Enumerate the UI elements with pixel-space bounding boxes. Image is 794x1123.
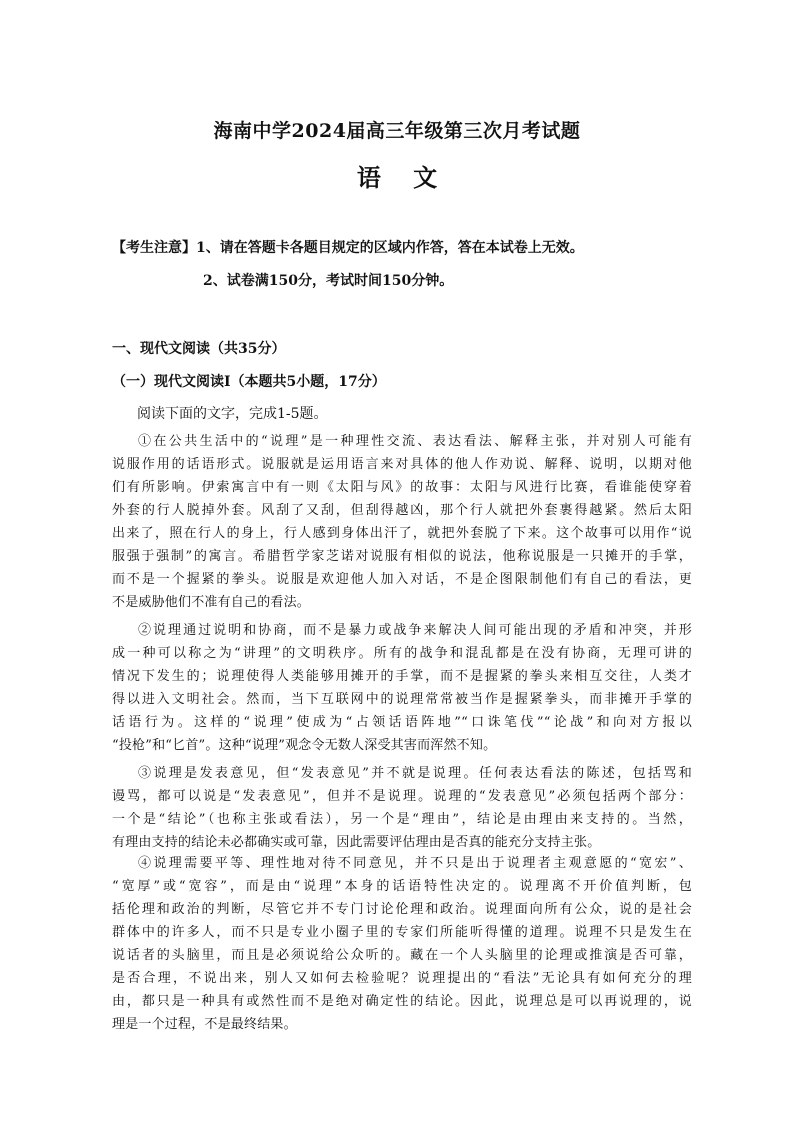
subject-title: 语 文 <box>356 163 450 192</box>
paragraph-line: 理是一个过程，不是最终结果。 <box>112 1017 297 1032</box>
paragraph-line: 情况下发生的；说理使得人类能够用摊开的手掌，而不是握紧的拳头来相互交往，人类才 <box>112 669 692 684</box>
paragraph-line: 服强于强制”的寓言。希腊哲学家芝诺对说服有相似的说法，他称说服是一只摊开的手掌， <box>112 549 692 564</box>
paragraph-line: 外套的行人脱掉外套。风刮了又刮，但刮得越凶，那个行人就把外套裹得越紧。然后太阳 <box>112 503 692 518</box>
paragraph-line: “投枪”和“匕首”。这种“说理”观念令无数人深受其害而浑然不知。 <box>112 738 497 753</box>
paragraph-line: 成一种可以称之为“讲理”的文明秩序。所有的战争和混乱都是在没有协商，无理可讲的 <box>112 646 692 661</box>
paragraph-line: ④说理需要平等、理性地对待不同意见，并不只是出于说理者主观意愿的“宽宏”、 <box>138 856 692 871</box>
paragraph-line: 一个是“结论”（也称主张或看法），另一个是“理由”，结论是由理由来支持的。当然， <box>112 812 692 827</box>
paragraph-line: 而不是一个握紧的拳头。说服是欢迎他人加入对话，不是企图限制他们有自己的看法，更 <box>112 572 692 587</box>
paragraph-2 <box>112 619 692 757</box>
paragraph-line: ③说理是发表意见，但“发表意见”并不就是说理。任何表达看法的陈述，包括骂和 <box>138 766 692 781</box>
paragraph-line: 谩骂，都可以说是“发表意见”，但并不是说理。说理的“发表意见”必须包括两个部分： <box>112 789 692 804</box>
notice-line-2: 2、试卷满150分，考试时间150分钟。 <box>203 273 454 289</box>
paragraph-line: 出来了，照在行人的身上，行人感到身体出汗了，就把外套脱了下来。这个故事可以用作“说 <box>112 526 692 541</box>
paragraph-line: 话语行为。这样的“说理”使成为“占领话语阵地”“口诛笔伐”“论战”和向对方报以 <box>112 715 692 730</box>
exam-title: 海南中学2024届高三年级第三次月考试题 <box>213 120 581 142</box>
paragraph-line: 括伦理和政治的判断，尽管它并不专门讨论伦理和政治。说理面向所有公众，说的是社会 <box>112 902 692 917</box>
paragraph-line: ①在公共生活中的“说理”是一种理性交流、表达看法、解释主张，并对别人可能有 <box>138 434 692 449</box>
paragraph-line: ②说理通过说明和协商，而不是暴力或战争来解决人间可能出现的矛盾和冲突，并形 <box>138 623 692 638</box>
paragraph-line: 群体中的许多人，而不只是专业小圈子里的专家们所能听得懂的道理。说理不只是发生在 <box>112 925 692 940</box>
paragraph-line: 有理由支持的结论未必都确实或可靠，因此需要评估理由是否真的能充分支持主张。 <box>112 835 601 850</box>
paragraph-3 <box>112 762 692 854</box>
paragraph-line: 不是威胁他们不准有自己的看法。 <box>112 595 311 610</box>
paragraph-line: 由，都只是一种具有或然性而不是绝对确定性的结论。因此，说理总是可以再说理的，说 <box>112 994 692 1009</box>
section-heading: 一、现代文阅读（共35分） <box>112 341 286 357</box>
paragraph-line: 们有所影响。伊索寓言中有一则《太阳与风》的故事：太阳与风进行比赛，看谁能使穿着 <box>112 480 692 495</box>
paragraph-line: 是否合理，不说出来，别人又如何去检验呢？说理提出的“看法”无论具有如何充分的理 <box>112 971 692 986</box>
paragraph-4 <box>112 852 692 1036</box>
paragraph-line: 得以进入文明社会。然而，当下互联网中的说理常常被当作是握紧拳头，而非摊开手掌的 <box>112 692 692 707</box>
paragraph-line: 说服作用的话语形式。说服就是运用语言来对具体的他人作劝说、解释、说明，以期对他 <box>112 457 692 472</box>
notice-line-1: 【考生注意】1、请在答题卡各题目规定的区域内作答，答在本试卷上无效。 <box>112 240 584 256</box>
paragraph-line: 说话者的头脑里，而且是必须说给公众听的。藏在一个人头脑里的论理或推演是否可靠， <box>112 948 692 963</box>
paragraph-line: “宽厚”或“宽容”，而是由“说理”本身的话语特性决定的。说理离不开价值判断，包 <box>112 879 692 894</box>
paragraph-1 <box>112 430 692 614</box>
section-subheading: （一）现代文阅读Ⅰ（本题共5小题，17分） <box>112 374 386 390</box>
reading-instruction: 阅读下面的文字，完成1-5题。 <box>137 406 328 422</box>
